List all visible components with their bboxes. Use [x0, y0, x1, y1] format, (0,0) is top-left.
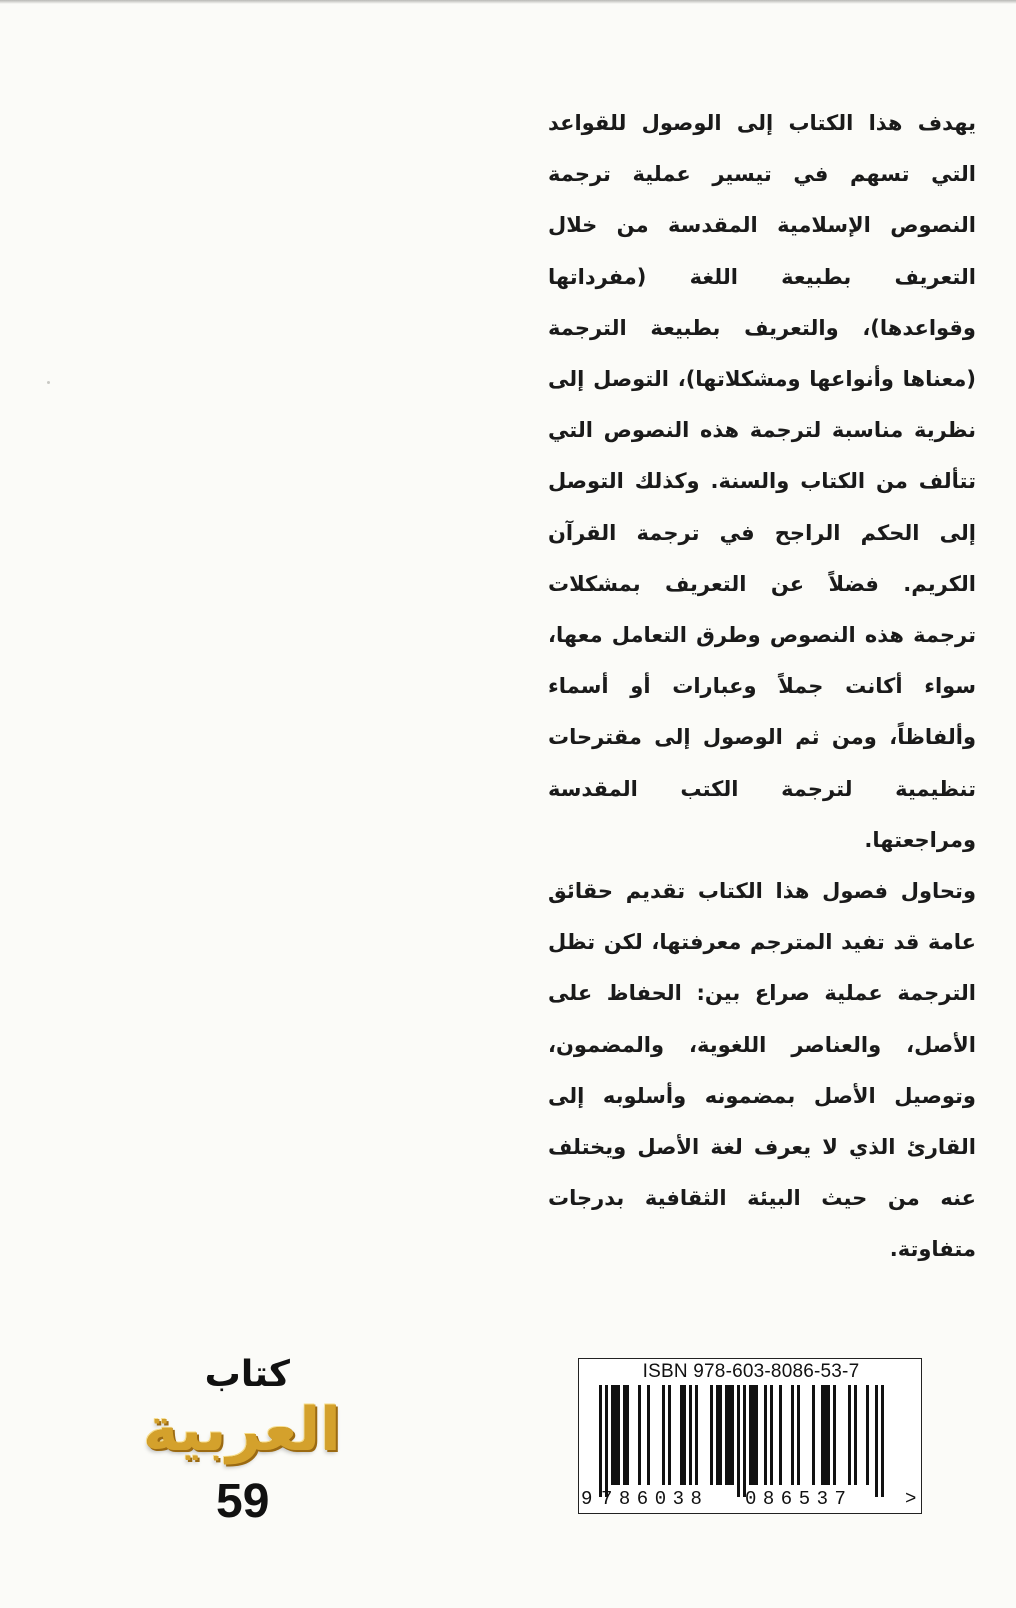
isbn-barcode-block	[578, 1358, 922, 1514]
barcode-bar	[854, 1385, 857, 1485]
barcode-bar	[866, 1385, 869, 1485]
barcode-bar	[812, 1385, 815, 1485]
ean-left-group: 786038	[601, 1488, 709, 1510]
barcode-bar	[791, 1385, 794, 1485]
barcode-bar	[725, 1385, 734, 1485]
barcode-bar	[662, 1385, 665, 1485]
ean-leading-digit: 9	[581, 1488, 593, 1510]
barcode-bar	[764, 1385, 767, 1485]
barcode-bar	[623, 1385, 629, 1485]
barcode-bar	[770, 1385, 773, 1485]
kitab-al-arabia-logo	[132, 1350, 352, 1580]
page-edge-shadow	[0, 0, 1016, 4]
isbn-label: ISBN 978-603-8086-53-7	[642, 1361, 860, 1382]
barcode-bar	[833, 1385, 836, 1485]
barcode-guard-bar	[737, 1385, 740, 1497]
back-cover-blurb	[548, 98, 976, 1276]
barcode-bar	[695, 1385, 698, 1485]
logo-arabia-word: العربية	[143, 1395, 341, 1465]
blurb-paragraph: وتحاول فصول هذا الكتاب تقديم حقائق عامة قد تفيد المترجم معرفتها، لكن تظل الترجمة عملية صراع بين: الحفاظ على الأصل، والعناصر اللغوية، والمضمون، وتوصيل الأصل بمضمونه وأسلوبه إلى القارئ الذي لا يعرف لغة الأصل ويختلف عنه من حيث البيئة الثقافية بدرجات متفاوتة.	[548, 879, 976, 1262]
barcode-bar	[668, 1385, 671, 1485]
barcode-bar	[689, 1385, 692, 1485]
barcode-bar	[611, 1385, 620, 1485]
barcode-guard-bar	[599, 1385, 602, 1497]
ean-digit-row	[579, 1488, 923, 1512]
series-number: 59	[216, 1475, 270, 1528]
barcode-guard-bar	[743, 1385, 746, 1497]
barcode-bar	[716, 1385, 722, 1485]
ean-quiet-zone-marker: >	[905, 1488, 917, 1510]
barcode-bar	[848, 1385, 851, 1485]
barcode-guard-bar	[875, 1385, 878, 1497]
barcode-bar	[797, 1385, 800, 1485]
barcode-bar	[749, 1385, 758, 1485]
ean-right-group: 086537	[745, 1488, 853, 1510]
logo-kitab-word: كتاب	[204, 1354, 290, 1395]
barcode-bar	[638, 1385, 641, 1485]
blurb-paragraph: يهدف هذا الكتاب إلى الوصول للقواعد التي تسهم في تيسير عملية ترجمة النصوص الإسلامية المقدسة من خلال التعريف بطبيعة اللغة (مفرداتها وقواعدها)، والتعريف بطبيعة الترجمة (معناها وأنواعها ومشكلاتها)، التوصل إلى نظرية مناسبة لترجمة هذه النصوص التي تتألف من الكتاب والسنة. وكذلك التوصل إلى الحكم الراجح في ترجمة القرآن الكريم. فضلاً عن التعريف بمشكلات ترجمة هذه النصوص وطرق التعامل معها، سواء أكانت جملاً وعبارات أو أسماء وألفاظاً، ومن ثم الوصول إلى مقترحات تنظيمية لترجمة الكتب المقدسة ومراجعتها.	[548, 111, 976, 852]
barcode-guard-bar	[605, 1385, 608, 1497]
barcode-bar	[680, 1385, 686, 1485]
barcode-bar	[821, 1385, 830, 1485]
barcode-guard-bar	[881, 1385, 884, 1497]
barcode-bar	[710, 1385, 713, 1485]
barcode-bar	[779, 1385, 782, 1485]
barcode-bar	[647, 1385, 650, 1485]
paper-speck	[47, 381, 50, 384]
